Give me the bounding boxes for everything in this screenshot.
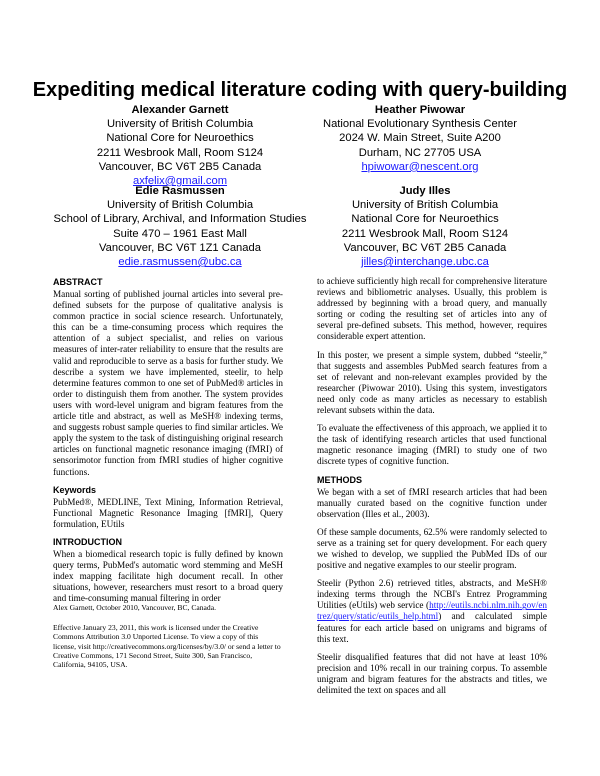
author-affiliation-line: 2211 Wesbrook Mall, Room S124 xyxy=(341,227,509,240)
author-affiliation-line: University of British Columbia xyxy=(106,199,254,212)
methods-heading: METHODS xyxy=(317,474,362,485)
methods-paragraph-2: Of these sample documents, 62.5% were randomly selected to serve as a training set for query development. For each query we wished to develop, we supplied the PubMed IDs of our positive and negative examples to our steelir program. xyxy=(317,526,547,571)
author-affiliation-line: Vancouver, BC V6T 2B5 Canada xyxy=(343,241,507,254)
author-affiliation-line: 2211 Wesbrook Mall, Room S124 xyxy=(96,146,264,159)
author-affiliation-line: National Evolutionary Synthesis Center xyxy=(322,118,518,131)
author-block-rasmussen xyxy=(30,184,330,269)
author-email-link[interactable]: edie.rasmussen@ubc.ca xyxy=(118,256,242,269)
author-block-piwowar xyxy=(290,103,550,174)
author-affiliation-line: University of British Columbia xyxy=(106,118,254,131)
author-affiliation-line: Suite 470 – 1961 East Mall xyxy=(113,227,247,240)
author-affiliation-line: 2024 W. Main Street, Suite A200 xyxy=(339,132,501,145)
author-affiliation-line: National Core for Neuroethics xyxy=(351,213,499,226)
abstract-text: Manual sorting of published journal articles into several pre-defined subsets for the purpose of qualitative analysis is common practice in social science research. Unfortunately, this can be a time-consuming process which requires the attention of a subject specialist, and relies on various measures of inter-rater reliability to ensure that the results are valid and reproducible to serve as a basis for further study. We describe a system we have implemented, steelir, to help determine features common to one set of PubMed® articles in order to distinguish them from another. The system provides users with word-level unigram and bigram features from the article title and abstract, as well as MeSH® indexing terms, and suggests robust sample queries to find similar articles. We apply the system to the task of distinguishing original research articles on functional magnetic resonance imaging (fMRI) of sensorimotor function from fMRI studies of higher cognitive functions. xyxy=(53,289,283,477)
methods-paragraph-3 xyxy=(317,578,547,645)
author-email-link[interactable]: jilles@interchange.ubc.ca xyxy=(361,256,489,269)
abstract-heading: ABSTRACT xyxy=(53,277,103,287)
left-column xyxy=(53,277,283,611)
eutils-link[interactable]: http://eutils.ncbi.nlm.nih.gov/entrez/query/static/eutils_help.html xyxy=(317,600,547,622)
introduction-heading: INTRODUCTION xyxy=(53,536,122,547)
author-affiliation-line: University of British Columbia xyxy=(351,199,499,212)
footnote-citation: Alex Garnett, October 2010, Vancouver, BC, Canada. xyxy=(53,603,216,612)
author-name: Judy Illes xyxy=(399,185,451,197)
author-affiliation-line: School of Library, Archival, and Information Studies xyxy=(53,213,307,226)
author-block-garnett xyxy=(55,103,305,188)
author-affiliation-line: Vancouver, BC V6T 1Z1 Canada xyxy=(99,241,261,254)
author-block-illes xyxy=(300,184,550,269)
author-name: Alexander Garnett xyxy=(131,104,229,116)
keywords-heading: Keywords xyxy=(53,484,97,495)
intro-continued-paragraph: to achieve sufficiently high recall for comprehensive literature reviews and bibliometric analyses. Usually, this problem is addressed by beginning with a broad query, and manually sorting or coding the resulting set of articles into any of several pre-defined subsets. This method, however, requires considerable expert attention. xyxy=(317,276,547,342)
paper-title: Expediting medical literature coding with query-building xyxy=(32,79,568,101)
right-column xyxy=(317,276,547,703)
author-affiliation-line: Vancouver, BC V6T 2B5 Canada xyxy=(98,160,262,173)
methods-text-after-link: ) and calculated simple features for each article based on unigrams and bigrams of this text. xyxy=(317,611,547,644)
author-name: Heather Piwowar xyxy=(374,104,466,116)
footnote-license: Effective January 23, 2011, this work is licensed under the Creative Commons Attribution 3.0 Unported License. To view a copy of this license, visit http://creativecommons.org/licenses/by/3.0/ or send a letter to Creative Commons, 171 Second Street, Suite 300, San Francisco, California, 94105, USA. xyxy=(53,623,281,670)
keywords-text: PubMed®, MEDLINE, Text Mining, Information Retrieval, Functional Magnetic Resonance Imaging [fMRI], Query formulation, EUtils xyxy=(53,496,283,529)
author-name: Edie Rasmussen xyxy=(135,185,225,197)
methods-paragraph-1: We began with a set of fMRI research articles that had been manually curated based on the cognitive function under observation (Illes et al., 2003). xyxy=(317,486,547,519)
methods-paragraph-4: Steelir disqualified features that did not have at least 10% precision and 10% recall in our training corpus. To assemble unigram and bigram features for the abstracts and titles, we delimited the text on spaces and all xyxy=(317,651,547,695)
author-email-link[interactable]: axfelix@gmail.com xyxy=(132,175,228,188)
author-affiliation-line: Durham, NC 27705 USA xyxy=(358,146,482,159)
introduction-text: When a biomedical research topic is fully defined by known query terms, PubMed's automatic word stemming and MeSH index mapping facilitate high document recall. In other situations, however, researchers must resort to a broad query and time-consuming manual filtering in order xyxy=(53,548,283,604)
methods-text-before-link: Steelir (Python 2.6) retrieved titles, abstracts, and MeSH® indexing terms through the NCBI's Entrez Programming Utilities (eUtils) web service ( xyxy=(317,578,547,611)
steelir-paragraph: In this poster, we present a simple system, dubbed “steelir,” that suggests and assembles PubMed search features from a set of relevant and non-relevant examples provided by the researcher (Piwowar 2010). Using this system, investigators need only code as many articles as necessary to establish relevant subsets within the data. xyxy=(317,349,547,416)
evaluation-paragraph: To evaluate the effectiveness of this approach, we applied it to the task of identifying research articles that used functional magnetic resonance imaging (fMRI) to study one of two discrete types of cognitive function. xyxy=(317,423,547,467)
author-email-link[interactable]: hpiwowar@nescent.org xyxy=(361,160,479,173)
author-affiliation-line: National Core for Neuroethics xyxy=(106,132,254,145)
